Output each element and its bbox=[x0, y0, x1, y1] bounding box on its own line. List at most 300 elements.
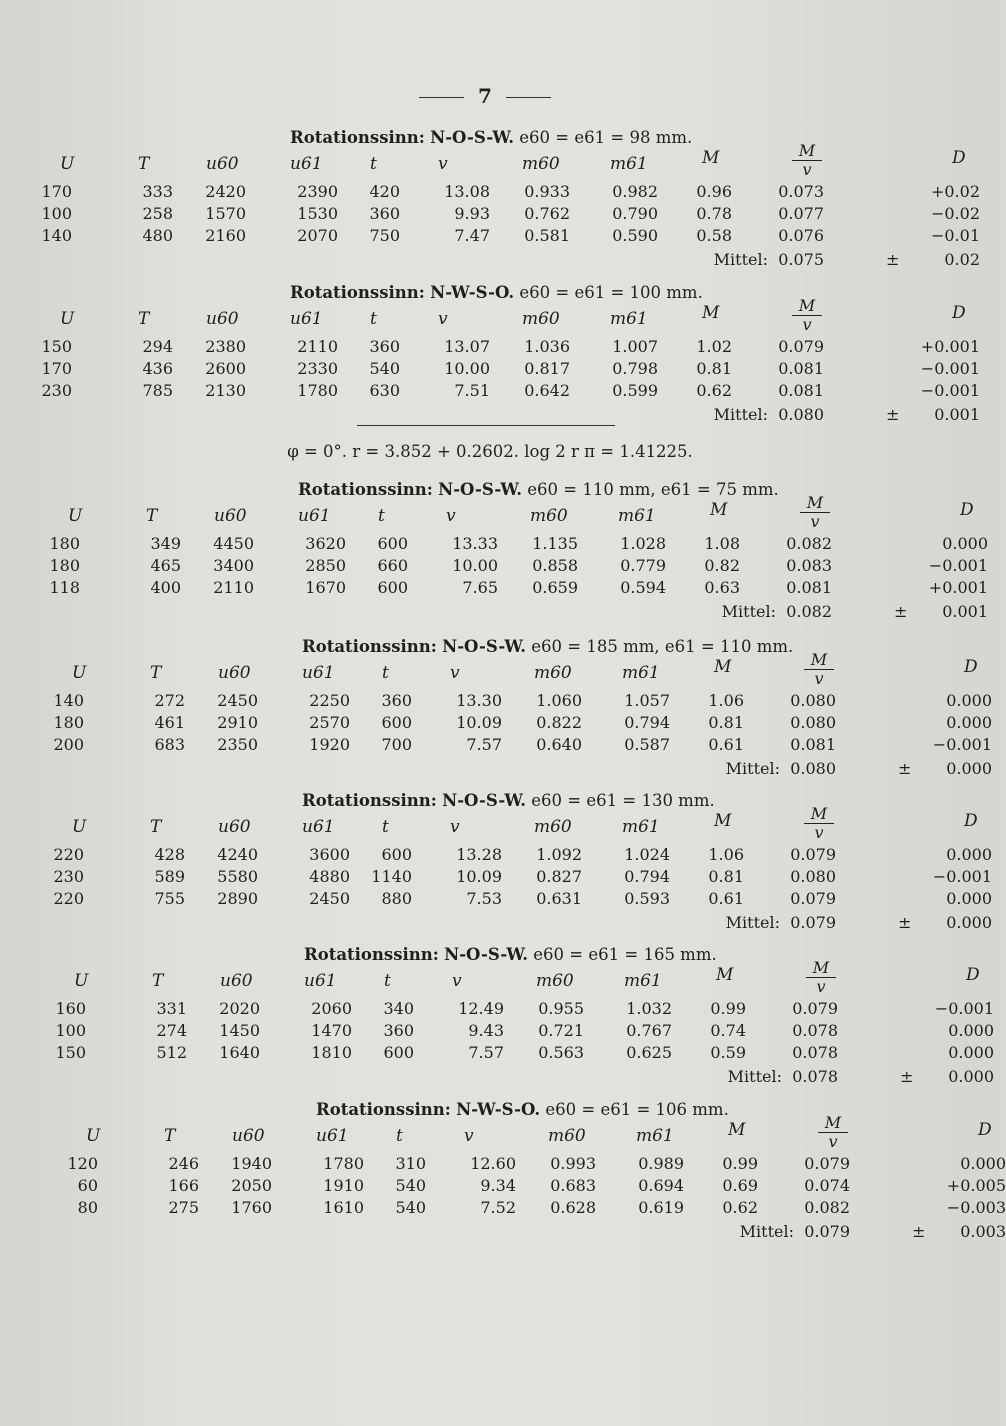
table-cell: 0.000 bbox=[946, 889, 992, 908]
page-number-rule-right bbox=[506, 97, 551, 98]
column-header: m61 bbox=[622, 663, 660, 683]
table-row bbox=[41, 359, 980, 381]
column-header: U bbox=[72, 817, 87, 837]
table-cell: 272 bbox=[154, 691, 185, 710]
header-M-over-v bbox=[806, 959, 836, 996]
table-cell: 150 bbox=[41, 337, 72, 356]
table-cell: 0.933 bbox=[524, 182, 570, 201]
column-header: u60 bbox=[206, 309, 239, 329]
table-cell: 0.640 bbox=[536, 735, 582, 754]
table-cell: 0.563 bbox=[538, 1043, 584, 1062]
plus-minus-sign: ± bbox=[894, 602, 908, 621]
mean-deviation: 0.000 bbox=[946, 913, 992, 932]
table-cell: 0.593 bbox=[624, 889, 670, 908]
table-cell: 1610 bbox=[323, 1198, 364, 1217]
header-M-over-v bbox=[792, 142, 822, 179]
section-title bbox=[290, 128, 692, 147]
table-cell: 0.99 bbox=[722, 1154, 758, 1173]
column-header: m61 bbox=[618, 506, 656, 526]
table-row bbox=[49, 534, 988, 556]
table-cell: 0.82 bbox=[704, 556, 740, 575]
table-cell: 0.798 bbox=[612, 359, 658, 378]
column-header: T bbox=[150, 663, 162, 683]
table-row bbox=[67, 1154, 1006, 1176]
fraction-numerator: M bbox=[800, 494, 830, 513]
table-cell: 7.52 bbox=[480, 1198, 516, 1217]
mean-deviation: 0.001 bbox=[934, 405, 980, 424]
table-cell: 2330 bbox=[297, 359, 338, 378]
column-header: v bbox=[452, 971, 462, 991]
fraction-numerator: M bbox=[818, 1114, 848, 1133]
mean-deviation: 0.000 bbox=[946, 759, 992, 778]
table-cell: 0.794 bbox=[624, 713, 670, 732]
table-cell: 1670 bbox=[305, 578, 346, 597]
table-cell: 140 bbox=[41, 226, 72, 245]
table-cell: 600 bbox=[383, 1043, 414, 1062]
mean-value: 0.082 bbox=[786, 602, 832, 621]
table-cell: 10.09 bbox=[456, 713, 502, 732]
mean-label: Mittel: bbox=[713, 250, 768, 269]
electrode-params: e60 = e61 = 130 mm. bbox=[531, 791, 715, 810]
column-header: T bbox=[150, 817, 162, 837]
rotation-label: Rotationssinn: bbox=[302, 791, 437, 810]
table-cell: 0.58 bbox=[696, 226, 732, 245]
table-cell: 1.028 bbox=[620, 534, 666, 553]
header-M-over-v bbox=[804, 651, 834, 688]
rotation-label: Rotationssinn: bbox=[302, 637, 437, 656]
table-row bbox=[53, 691, 992, 713]
table-cell: 310 bbox=[395, 1154, 426, 1173]
column-header: t bbox=[396, 1126, 403, 1146]
table-cell: 0.762 bbox=[524, 204, 570, 223]
table-cell: 2390 bbox=[297, 182, 338, 201]
mean-row bbox=[62, 913, 992, 935]
table-cell: 0.587 bbox=[624, 735, 670, 754]
table-cell: 0.073 bbox=[778, 182, 824, 201]
table-row bbox=[53, 867, 992, 889]
table-cell: 150 bbox=[55, 1043, 86, 1062]
table-cell: 0.63 bbox=[704, 578, 740, 597]
table-cell: 1910 bbox=[323, 1176, 364, 1195]
table-cell: 2380 bbox=[205, 337, 246, 356]
column-header: U bbox=[68, 506, 83, 526]
table-row bbox=[55, 1043, 994, 1065]
table-cell: 13.28 bbox=[456, 845, 502, 864]
table-cell: 1.06 bbox=[708, 691, 744, 710]
mean-label: Mittel: bbox=[713, 405, 768, 424]
table-cell: 7.53 bbox=[466, 889, 502, 908]
table-cell: 0.077 bbox=[778, 204, 824, 223]
rotation-direction: N-O-S-W. bbox=[444, 945, 529, 964]
mean-row bbox=[76, 1222, 1006, 1244]
column-header: u60 bbox=[218, 817, 251, 837]
table-cell: 540 bbox=[369, 359, 400, 378]
table-cell: 0.599 bbox=[612, 381, 658, 400]
table-cell: 2420 bbox=[205, 182, 246, 201]
fraction-numerator: M bbox=[806, 959, 836, 978]
table-cell: 755 bbox=[154, 889, 185, 908]
table-section bbox=[67, 1100, 1006, 1250]
table-cell: 274 bbox=[156, 1021, 187, 1040]
header-M-over-v bbox=[818, 1114, 848, 1151]
column-header: m60 bbox=[534, 817, 572, 837]
table-cell: −0.001 bbox=[932, 867, 992, 886]
table-cell: 60 bbox=[77, 1176, 98, 1195]
table-cell: 170 bbox=[41, 359, 72, 378]
table-cell: −0.01 bbox=[930, 226, 980, 245]
table-row bbox=[41, 337, 980, 359]
table-cell: 0.079 bbox=[792, 999, 838, 1018]
table-cell: 0.631 bbox=[536, 889, 582, 908]
table-cell: 1.036 bbox=[524, 337, 570, 356]
plus-minus-sign: ± bbox=[886, 250, 900, 269]
table-cell: 2250 bbox=[309, 691, 350, 710]
table-cell: 0.000 bbox=[946, 691, 992, 710]
table-cell: 0.000 bbox=[948, 1043, 994, 1062]
table-cell: 0.955 bbox=[538, 999, 584, 1018]
table-cell: 9.93 bbox=[454, 204, 490, 223]
table-cell: 1920 bbox=[309, 735, 350, 754]
mean-value: 0.080 bbox=[790, 759, 836, 778]
rotation-direction: N-O-S-W. bbox=[438, 480, 523, 499]
table-cell: 0.779 bbox=[620, 556, 666, 575]
column-header: U bbox=[72, 663, 87, 683]
column-header: u61 bbox=[302, 817, 335, 837]
column-header: m61 bbox=[622, 817, 660, 837]
table-cell: 0.96 bbox=[696, 182, 732, 201]
table-cell: 230 bbox=[53, 867, 84, 886]
table-cell: 10.00 bbox=[452, 556, 498, 575]
table-cell: 180 bbox=[53, 713, 84, 732]
table-row bbox=[76, 1198, 1006, 1220]
header-row bbox=[50, 141, 966, 179]
table-cell: 0.683 bbox=[550, 1176, 596, 1195]
table-cell: 4240 bbox=[217, 845, 258, 864]
table-row bbox=[41, 204, 980, 226]
column-header: v bbox=[450, 663, 460, 683]
table-row bbox=[55, 1021, 994, 1043]
table-cell: 0.81 bbox=[696, 359, 732, 378]
column-header: u60 bbox=[232, 1126, 265, 1146]
table-cell: 1.06 bbox=[708, 845, 744, 864]
column-header: D bbox=[952, 148, 966, 168]
header-M-over-v bbox=[800, 494, 830, 531]
table-cell: 0.78 bbox=[696, 204, 732, 223]
table-cell: 0.078 bbox=[792, 1043, 838, 1062]
table-cell: 180 bbox=[49, 556, 80, 575]
table-cell: 0.794 bbox=[624, 867, 670, 886]
table-cell: 428 bbox=[154, 845, 185, 864]
column-header: m60 bbox=[522, 309, 560, 329]
table-row bbox=[53, 889, 992, 911]
column-header: m60 bbox=[534, 663, 572, 683]
mean-value: 0.080 bbox=[778, 405, 824, 424]
fraction-denominator: v bbox=[802, 315, 812, 334]
column-header: D bbox=[964, 657, 978, 677]
fraction-denominator: v bbox=[802, 160, 812, 179]
table-cell: 1570 bbox=[205, 204, 246, 223]
table-cell: 0.74 bbox=[710, 1021, 746, 1040]
table-cell: 600 bbox=[377, 534, 408, 553]
column-header: t bbox=[370, 154, 377, 174]
page-number: 7 bbox=[0, 84, 970, 108]
table-cell: 349 bbox=[150, 534, 181, 553]
table-section bbox=[41, 283, 980, 433]
table-cell: 1760 bbox=[231, 1198, 272, 1217]
fraction-numerator: M bbox=[792, 297, 822, 316]
table-cell: 0.619 bbox=[638, 1198, 684, 1217]
table-cell: 0.59 bbox=[710, 1043, 746, 1062]
section-title bbox=[304, 945, 717, 964]
table-row bbox=[53, 735, 992, 757]
table-cell: 0.790 bbox=[612, 204, 658, 223]
table-cell: 461 bbox=[154, 713, 185, 732]
table-section bbox=[49, 480, 988, 630]
table-cell: 10.09 bbox=[456, 867, 502, 886]
table-cell: 1.032 bbox=[626, 999, 672, 1018]
table-cell: 0.767 bbox=[626, 1021, 672, 1040]
table-cell: 13.30 bbox=[456, 691, 502, 710]
mean-label: Mittel: bbox=[739, 1222, 794, 1241]
column-header: m61 bbox=[636, 1126, 674, 1146]
electrode-params: e60 = 110 mm, e61 = 75 mm. bbox=[527, 480, 779, 499]
table-cell: +0.001 bbox=[920, 337, 980, 356]
table-row bbox=[55, 999, 994, 1021]
mean-row bbox=[64, 1067, 994, 1089]
table-cell: 13.08 bbox=[444, 182, 490, 201]
table-cell: 1.02 bbox=[696, 337, 732, 356]
column-header: M bbox=[702, 148, 720, 168]
table-cell: −0.001 bbox=[932, 735, 992, 754]
table-cell: 2570 bbox=[309, 713, 350, 732]
mean-label: Mittel: bbox=[727, 1067, 782, 1086]
table-cell: 0.642 bbox=[524, 381, 570, 400]
table-cell: 0.081 bbox=[778, 359, 824, 378]
column-header: M bbox=[714, 657, 732, 677]
table-cell: 2350 bbox=[217, 735, 258, 754]
electrode-params: e60 = e61 = 98 mm. bbox=[519, 128, 693, 147]
plus-minus-sign: ± bbox=[912, 1222, 926, 1241]
table-cell: −0.001 bbox=[920, 381, 980, 400]
column-header: u61 bbox=[298, 506, 331, 526]
section-title bbox=[290, 283, 703, 302]
table-row bbox=[53, 713, 992, 735]
table-cell: 0.079 bbox=[790, 845, 836, 864]
table-cell: 331 bbox=[156, 999, 187, 1018]
table-cell: 0.721 bbox=[538, 1021, 584, 1040]
table-cell: 1140 bbox=[371, 867, 412, 886]
table-cell: 2160 bbox=[205, 226, 246, 245]
table-cell: 3620 bbox=[305, 534, 346, 553]
fraction-denominator: v bbox=[816, 977, 826, 996]
table-cell: 0.99 bbox=[710, 999, 746, 1018]
column-header: m60 bbox=[536, 971, 574, 991]
column-header: M bbox=[728, 1120, 746, 1140]
table-cell: 0.81 bbox=[708, 713, 744, 732]
table-cell: 540 bbox=[395, 1176, 426, 1195]
header-row bbox=[62, 804, 978, 842]
column-header: U bbox=[60, 309, 75, 329]
column-header: D bbox=[966, 965, 980, 985]
column-header: t bbox=[384, 971, 391, 991]
section-title bbox=[316, 1100, 729, 1119]
table-cell: 400 bbox=[150, 578, 181, 597]
table-cell: 480 bbox=[142, 226, 173, 245]
table-cell: 1.135 bbox=[532, 534, 578, 553]
table-cell: 1810 bbox=[311, 1043, 352, 1062]
column-header: u61 bbox=[290, 309, 323, 329]
table-cell: 12.60 bbox=[470, 1154, 516, 1173]
mean-value: 0.078 bbox=[792, 1067, 838, 1086]
table-cell: 2450 bbox=[309, 889, 350, 908]
rotation-direction: N-W-S-O. bbox=[430, 283, 515, 302]
table-cell: 2890 bbox=[217, 889, 258, 908]
header-row bbox=[76, 1113, 992, 1151]
table-cell: 660 bbox=[377, 556, 408, 575]
table-cell: 1470 bbox=[311, 1021, 352, 1040]
column-header: u61 bbox=[302, 663, 335, 683]
table-cell: 1.057 bbox=[624, 691, 670, 710]
rotation-label: Rotationssinn: bbox=[290, 128, 425, 147]
table-cell: 0.000 bbox=[946, 713, 992, 732]
table-cell: 340 bbox=[383, 999, 414, 1018]
table-cell: 0.082 bbox=[786, 534, 832, 553]
table-cell: 0.080 bbox=[790, 691, 836, 710]
column-header: U bbox=[74, 971, 89, 991]
table-cell: 7.57 bbox=[466, 735, 502, 754]
table-row bbox=[41, 226, 980, 248]
column-header: u61 bbox=[290, 154, 323, 174]
table-cell: 120 bbox=[67, 1154, 98, 1173]
plus-minus-sign: ± bbox=[886, 405, 900, 424]
table-cell: 166 bbox=[168, 1176, 199, 1195]
column-header: D bbox=[952, 303, 966, 323]
mean-row bbox=[58, 602, 988, 624]
table-cell: 880 bbox=[381, 889, 412, 908]
mean-deviation: 0.02 bbox=[944, 250, 980, 269]
mean-label: Mittel: bbox=[725, 759, 780, 778]
table-cell: 360 bbox=[369, 337, 400, 356]
table-section bbox=[53, 791, 992, 941]
electrode-params: e60 = e61 = 100 mm. bbox=[519, 283, 703, 302]
column-header: M bbox=[702, 303, 720, 323]
fraction-numerator: M bbox=[804, 805, 834, 824]
table-cell: 0.082 bbox=[804, 1198, 850, 1217]
table-cell: 0.080 bbox=[790, 713, 836, 732]
table-cell: −0.003 bbox=[946, 1198, 1006, 1217]
table-cell: 9.43 bbox=[468, 1021, 504, 1040]
column-header: T bbox=[152, 971, 164, 991]
table-cell: 0.993 bbox=[550, 1154, 596, 1173]
table-cell: 360 bbox=[381, 691, 412, 710]
table-cell: 2110 bbox=[297, 337, 338, 356]
table-row bbox=[49, 578, 988, 600]
mean-label: Mittel: bbox=[721, 602, 776, 621]
column-header: u60 bbox=[206, 154, 239, 174]
table-cell: 12.49 bbox=[458, 999, 504, 1018]
table-cell: 7.47 bbox=[454, 226, 490, 245]
table-cell: 3600 bbox=[309, 845, 350, 864]
table-cell: 683 bbox=[154, 735, 185, 754]
mean-row bbox=[62, 759, 992, 781]
table-cell: 0.625 bbox=[626, 1043, 672, 1062]
table-cell: 0.078 bbox=[792, 1021, 838, 1040]
table-cell: 10.00 bbox=[444, 359, 490, 378]
table-cell: −0.001 bbox=[928, 556, 988, 575]
table-section bbox=[53, 637, 992, 787]
table-cell: 0.000 bbox=[942, 534, 988, 553]
column-header: M bbox=[716, 965, 734, 985]
rotation-label: Rotationssinn: bbox=[304, 945, 439, 964]
table-cell: 100 bbox=[55, 1021, 86, 1040]
table-cell: 0.81 bbox=[708, 867, 744, 886]
column-header: T bbox=[164, 1126, 176, 1146]
table-cell: 0.659 bbox=[532, 578, 578, 597]
table-cell: 0.822 bbox=[536, 713, 582, 732]
column-header: T bbox=[138, 309, 150, 329]
plus-minus-sign: ± bbox=[898, 759, 912, 778]
column-header: D bbox=[964, 811, 978, 831]
table-cell: 9.34 bbox=[480, 1176, 516, 1195]
mean-value: 0.079 bbox=[804, 1222, 850, 1241]
page-number-rule-left bbox=[419, 97, 464, 98]
table-cell: 0.594 bbox=[620, 578, 666, 597]
table-cell: 5580 bbox=[217, 867, 258, 886]
electrode-params: e60 = e61 = 106 mm. bbox=[545, 1100, 729, 1119]
table-cell: 0.081 bbox=[778, 381, 824, 400]
table-cell: 1640 bbox=[219, 1043, 260, 1062]
table-cell: 100 bbox=[41, 204, 72, 223]
header-row bbox=[58, 493, 974, 531]
column-header: t bbox=[382, 817, 389, 837]
table-cell: 700 bbox=[381, 735, 412, 754]
table-cell: 118 bbox=[49, 578, 80, 597]
table-cell: 200 bbox=[53, 735, 84, 754]
column-header: D bbox=[978, 1120, 992, 1140]
table-cell: 220 bbox=[53, 845, 84, 864]
rotation-direction: N-W-S-O. bbox=[456, 1100, 541, 1119]
table-cell: 1.007 bbox=[612, 337, 658, 356]
table-row bbox=[49, 556, 988, 578]
table-cell: 1530 bbox=[297, 204, 338, 223]
table-cell: 0.074 bbox=[804, 1176, 850, 1195]
table-cell: 1.060 bbox=[536, 691, 582, 710]
table-cell: 0.61 bbox=[708, 889, 744, 908]
column-header: U bbox=[86, 1126, 101, 1146]
table-cell: 3400 bbox=[213, 556, 254, 575]
table-cell: 294 bbox=[142, 337, 173, 356]
column-header: t bbox=[378, 506, 385, 526]
table-cell: 13.33 bbox=[452, 534, 498, 553]
fraction-denominator: v bbox=[810, 512, 820, 531]
table-cell: 0.61 bbox=[708, 735, 744, 754]
table-cell: +0.001 bbox=[928, 578, 988, 597]
rotation-label: Rotationssinn: bbox=[298, 480, 433, 499]
table-cell: 0.081 bbox=[790, 735, 836, 754]
table-cell: 2910 bbox=[217, 713, 258, 732]
column-header: M bbox=[710, 500, 728, 520]
header-row bbox=[50, 296, 966, 334]
table-cell: 0.69 bbox=[722, 1176, 758, 1195]
table-cell: 1940 bbox=[231, 1154, 272, 1173]
table-cell: 1.092 bbox=[536, 845, 582, 864]
table-cell: 0.827 bbox=[536, 867, 582, 886]
table-cell: 80 bbox=[77, 1198, 98, 1217]
table-cell: 0.083 bbox=[786, 556, 832, 575]
table-cell: 360 bbox=[383, 1021, 414, 1040]
table-cell: 750 bbox=[369, 226, 400, 245]
formula-line: φ = 0°. r = 3.852 + 0.2602. log 2 r π = 1.41225. bbox=[287, 442, 693, 461]
